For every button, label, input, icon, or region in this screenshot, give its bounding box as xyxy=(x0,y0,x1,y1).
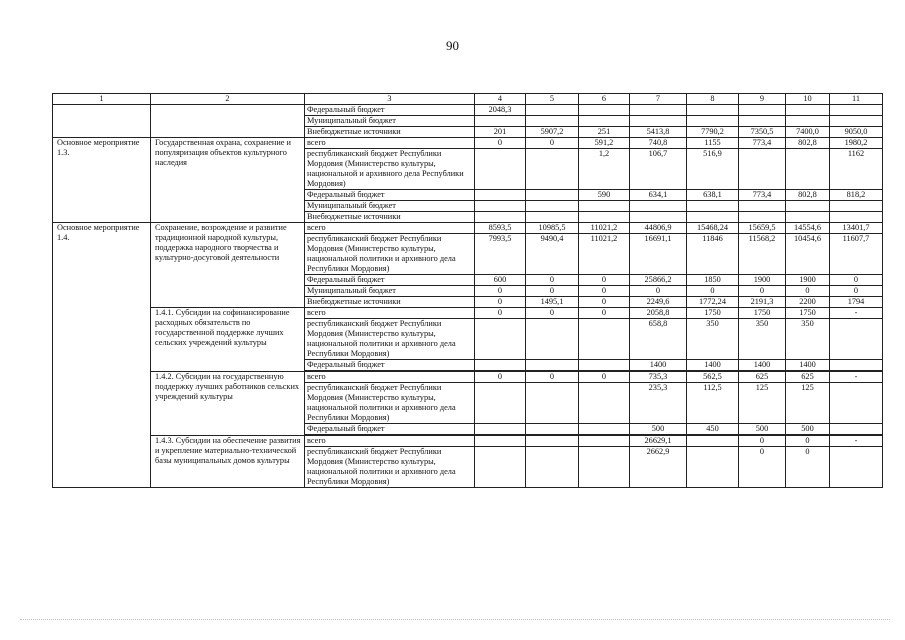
table-cell xyxy=(526,201,579,212)
table-cell: 25866,2 xyxy=(630,275,687,286)
table-cell xyxy=(475,360,526,371)
table-cell: 0 xyxy=(579,372,630,383)
table-cell: 0 xyxy=(739,447,786,488)
table-cell: Государственная охрана, сохранение и популяризация объектов культурного наследия xyxy=(151,138,305,223)
table-cell: Муниципальный бюджет xyxy=(305,286,475,297)
table-cell: 638,1 xyxy=(687,190,739,201)
table-cell: 11607,7 xyxy=(830,234,883,275)
table-cell: 9050,0 xyxy=(830,127,883,138)
table-cell: 7790,2 xyxy=(687,127,739,138)
table-cell xyxy=(786,149,830,190)
table-cell xyxy=(526,105,579,116)
table-cell: 2191,3 xyxy=(739,297,786,308)
table-cell xyxy=(687,436,739,447)
table-cell: 0 xyxy=(687,286,739,297)
table-cell xyxy=(475,447,526,488)
table-cell xyxy=(739,149,786,190)
table-cell: Основное мероприятие 1.3. xyxy=(53,138,151,223)
table-cell xyxy=(739,105,786,116)
table-cell xyxy=(475,212,526,223)
table-cell: 1850 xyxy=(687,275,739,286)
header-cell: 10 xyxy=(786,94,830,105)
table-cell xyxy=(786,212,830,223)
table-cell: Федеральный бюджет xyxy=(305,424,475,435)
table-cell: 1.4.1. Субсидии на софинансирование расходных обязательств по государственной поддержке лучших сельских учреждений культуры xyxy=(151,308,305,372)
table-cell: 450 xyxy=(687,424,739,435)
table-cell: 1750 xyxy=(687,308,739,319)
table-cell: 773,4 xyxy=(739,190,786,201)
table-cell: 10454,6 xyxy=(786,234,830,275)
table-cell: - xyxy=(830,436,883,447)
table-cell: 1,2 xyxy=(579,149,630,190)
table-cell xyxy=(630,105,687,116)
table-cell: 15659,5 xyxy=(739,223,786,234)
table-cell: 1.4.3. Субсидии на обеспечение развития и укрепление материально-технической базы муниципальных домов культуры xyxy=(151,436,305,488)
table-cell xyxy=(687,447,739,488)
table-cell: 500 xyxy=(786,424,830,435)
header-row xyxy=(53,94,883,105)
table-cell xyxy=(579,360,630,371)
table-cell xyxy=(739,201,786,212)
table-cell: Федеральный бюджет xyxy=(305,105,475,116)
table-cell xyxy=(579,447,630,488)
table-cell: 112,5 xyxy=(687,383,739,424)
table-cell xyxy=(579,105,630,116)
table-cell: 1400 xyxy=(687,360,739,371)
table-cell: Внебюджетные источники xyxy=(305,127,475,138)
table-cell: - xyxy=(830,372,883,383)
table-cell: 634,1 xyxy=(630,190,687,201)
header-cell: 5 xyxy=(526,94,579,105)
table-cell: республиканский бюджет Республики Мордовия (Министерство культуры, национальной политики и архивного дела Республики Мордовия) xyxy=(305,383,475,424)
table-cell: 1750 xyxy=(786,308,830,319)
table-cell xyxy=(687,212,739,223)
table-cell: 1.4.2. Субсидии на государственную поддержку лучших работников сельских учреждений культуры xyxy=(151,372,305,436)
table-cell: 11021,2 xyxy=(579,234,630,275)
table-cell xyxy=(526,436,579,447)
table-cell: 0 xyxy=(475,286,526,297)
table-cell: 0 xyxy=(579,275,630,286)
table-cell: 1400 xyxy=(739,360,786,371)
header-cell: 9 xyxy=(739,94,786,105)
table-cell: 590 xyxy=(579,190,630,201)
table-cell: 0 xyxy=(579,308,630,319)
table-cell: 0 xyxy=(526,308,579,319)
header-cell: 6 xyxy=(579,94,630,105)
table-cell xyxy=(830,360,883,371)
table-cell: 2662,9 xyxy=(630,447,687,488)
table-cell: 625 xyxy=(739,372,786,383)
table-cell xyxy=(830,105,883,116)
table-cell: 11846 xyxy=(687,234,739,275)
table-cell: 0 xyxy=(786,447,830,488)
table-cell: 15468,24 xyxy=(687,223,739,234)
table-cell: 1495,1 xyxy=(526,297,579,308)
table-cell: 1162 xyxy=(830,149,883,190)
scan-artifact-line xyxy=(20,619,890,620)
table-cell: 600 xyxy=(475,275,526,286)
table-cell: Внебюджетные источники xyxy=(305,297,475,308)
table-cell: 2200 xyxy=(786,297,830,308)
table-cell: Основное мероприятие 1.4. xyxy=(53,223,151,488)
table-cell xyxy=(579,201,630,212)
table-cell: 44806,9 xyxy=(630,223,687,234)
table-cell: 1155 xyxy=(687,138,739,149)
table-cell: всего xyxy=(305,223,475,234)
table-cell: 500 xyxy=(630,424,687,435)
table-cell: 0 xyxy=(526,275,579,286)
table-cell: 0 xyxy=(475,297,526,308)
table-cell: 125 xyxy=(739,383,786,424)
table-row xyxy=(53,223,883,234)
table-cell xyxy=(579,424,630,435)
table-cell: всего xyxy=(305,308,475,319)
header-cell: 11 xyxy=(830,94,883,105)
table-cell: республиканский бюджет Республики Мордовия (Министерство культуры, национальной политики и архивного дела Республики Мордовия) xyxy=(305,447,475,488)
table-cell: 125 xyxy=(786,383,830,424)
table-cell: 1980,2 xyxy=(830,138,883,149)
table-cell: всего xyxy=(305,436,475,447)
table-cell: республиканский бюджет Республики Мордовия (Министерство культуры, национальной политики и архивного дела Республики Мордовия) xyxy=(305,319,475,360)
table-cell: Сохранение, возрождение и развитие традиционной народной культуры, поддержка народного творчества и культурно-досуговой деятельности xyxy=(151,223,305,308)
table-cell xyxy=(475,149,526,190)
table-cell: Федеральный бюджет xyxy=(305,190,475,201)
table-cell: 1400 xyxy=(630,360,687,371)
table-cell xyxy=(475,424,526,435)
table-cell: 26629,1 xyxy=(630,436,687,447)
table-cell: 16691,1 xyxy=(630,234,687,275)
table-cell: 0 xyxy=(739,436,786,447)
table-cell: 13401,7 xyxy=(830,223,883,234)
table-cell xyxy=(475,201,526,212)
table-cell: 1900 xyxy=(739,275,786,286)
table-cell: 0 xyxy=(579,297,630,308)
table-cell: 7993,5 xyxy=(475,234,526,275)
table-cell xyxy=(526,424,579,435)
header-cell: 7 xyxy=(630,94,687,105)
table-cell: 9490,4 xyxy=(526,234,579,275)
table-cell: 802,8 xyxy=(786,190,830,201)
table-cell: 2048,3 xyxy=(475,105,526,116)
table-cell xyxy=(687,116,739,127)
table-cell xyxy=(475,319,526,360)
table-cell xyxy=(739,212,786,223)
table-cell xyxy=(786,116,830,127)
table-cell xyxy=(687,201,739,212)
table-cell: 7350,5 xyxy=(739,127,786,138)
table-cell: 0 xyxy=(630,286,687,297)
table-cell xyxy=(830,212,883,223)
table-cell xyxy=(526,190,579,201)
table-cell: всего xyxy=(305,138,475,149)
table-cell xyxy=(630,212,687,223)
table-cell: 0 xyxy=(830,286,883,297)
header-cell: 2 xyxy=(151,94,305,105)
table-cell: 0 xyxy=(786,286,830,297)
table-cell: 0 xyxy=(579,286,630,297)
table-cell xyxy=(579,383,630,424)
table-cell xyxy=(630,201,687,212)
table-cell: 625 xyxy=(786,372,830,383)
header-cell: 3 xyxy=(305,94,475,105)
table-cell xyxy=(739,116,786,127)
table-cell xyxy=(475,116,526,127)
table-cell: 0 xyxy=(739,286,786,297)
table-cell: Федеральный бюджет xyxy=(305,275,475,286)
table-cell: республиканский бюджет Республики Мордовия (Министерство культуры, национальной и архивного дела Республики Мордовия) xyxy=(305,149,475,190)
table-cell: Федеральный бюджет xyxy=(305,360,475,371)
table-cell: Муниципальный бюджет xyxy=(305,201,475,212)
table-body xyxy=(53,94,883,488)
table-cell: 740,8 xyxy=(630,138,687,149)
table-cell xyxy=(526,383,579,424)
table-cell: 201 xyxy=(475,127,526,138)
table-row xyxy=(53,308,883,319)
table-cell xyxy=(830,319,883,360)
table-cell: 11568,2 xyxy=(739,234,786,275)
table-row xyxy=(53,138,883,149)
table-cell: 251 xyxy=(579,127,630,138)
table-cell: 350 xyxy=(687,319,739,360)
page-number: 90 xyxy=(446,38,459,53)
table-cell: Муниципальный бюджет xyxy=(305,116,475,127)
table-cell: 5907,2 xyxy=(526,127,579,138)
table-cell xyxy=(151,105,305,138)
table-cell xyxy=(830,424,883,435)
table-cell xyxy=(526,116,579,127)
table-cell xyxy=(687,105,739,116)
table-cell: 818,2 xyxy=(830,190,883,201)
table-row xyxy=(53,436,883,447)
table-cell: 2058,8 xyxy=(630,308,687,319)
table-row xyxy=(53,105,883,116)
header-cell: 8 xyxy=(687,94,739,105)
table-cell: республиканский бюджет Республики Мордовия (Министерство культуры, национальной политики и архивного дела Республики Мордовия) xyxy=(305,234,475,275)
header-cell: 4 xyxy=(475,94,526,105)
table-cell: Внебюджетные источники xyxy=(305,212,475,223)
table-cell: всего xyxy=(305,372,475,383)
table-cell: 11021,2 xyxy=(579,223,630,234)
table-cell: 0 xyxy=(526,286,579,297)
table-cell: 773,4 xyxy=(739,138,786,149)
table-cell: 802,8 xyxy=(786,138,830,149)
table-cell xyxy=(526,447,579,488)
table-cell: 14554,6 xyxy=(786,223,830,234)
table-cell: 1900 xyxy=(786,275,830,286)
table-cell xyxy=(475,383,526,424)
table-cell xyxy=(579,436,630,447)
table-cell xyxy=(579,116,630,127)
table-cell xyxy=(830,201,883,212)
table-cell xyxy=(579,212,630,223)
table-cell xyxy=(830,383,883,424)
table-cell: 1794 xyxy=(830,297,883,308)
table-cell xyxy=(526,149,579,190)
table-cell: 350 xyxy=(739,319,786,360)
table-cell: 0 xyxy=(830,275,883,286)
table-cell: 1750 xyxy=(739,308,786,319)
table-cell: 10985,5 xyxy=(526,223,579,234)
header-cell: 1 xyxy=(53,94,151,105)
table-cell: - xyxy=(830,308,883,319)
table-cell: 562,5 xyxy=(687,372,739,383)
table-cell xyxy=(579,319,630,360)
table-cell: 106,7 xyxy=(630,149,687,190)
table-cell: 0 xyxy=(475,308,526,319)
table-row xyxy=(53,372,883,383)
table-cell: 7400,0 xyxy=(786,127,830,138)
table-cell: 0 xyxy=(526,138,579,149)
table-cell xyxy=(630,116,687,127)
table-cell xyxy=(475,190,526,201)
table-cell: 5413,8 xyxy=(630,127,687,138)
table-cell xyxy=(526,360,579,371)
table-cell: 0 xyxy=(475,138,526,149)
table-cell: 516,9 xyxy=(687,149,739,190)
table-cell xyxy=(786,105,830,116)
table-cell: 591,2 xyxy=(579,138,630,149)
table-cell xyxy=(475,436,526,447)
table-cell: 735,3 xyxy=(630,372,687,383)
table-cell xyxy=(53,105,151,138)
table-cell: 1772,24 xyxy=(687,297,739,308)
table-cell: 2249,6 xyxy=(630,297,687,308)
table-cell: 235,3 xyxy=(630,383,687,424)
table-cell: 0 xyxy=(786,436,830,447)
table-cell xyxy=(526,319,579,360)
table-cell: 658,8 xyxy=(630,319,687,360)
table-cell xyxy=(786,201,830,212)
table-cell: 0 xyxy=(526,372,579,383)
table-cell xyxy=(526,212,579,223)
table-cell: 0 xyxy=(475,372,526,383)
budget-table xyxy=(52,93,883,488)
table-cell: 500 xyxy=(739,424,786,435)
table-cell: 8593,5 xyxy=(475,223,526,234)
table-cell: 350 xyxy=(786,319,830,360)
table-cell: 1400 xyxy=(786,360,830,371)
table-cell xyxy=(830,116,883,127)
table-cell xyxy=(830,447,883,488)
